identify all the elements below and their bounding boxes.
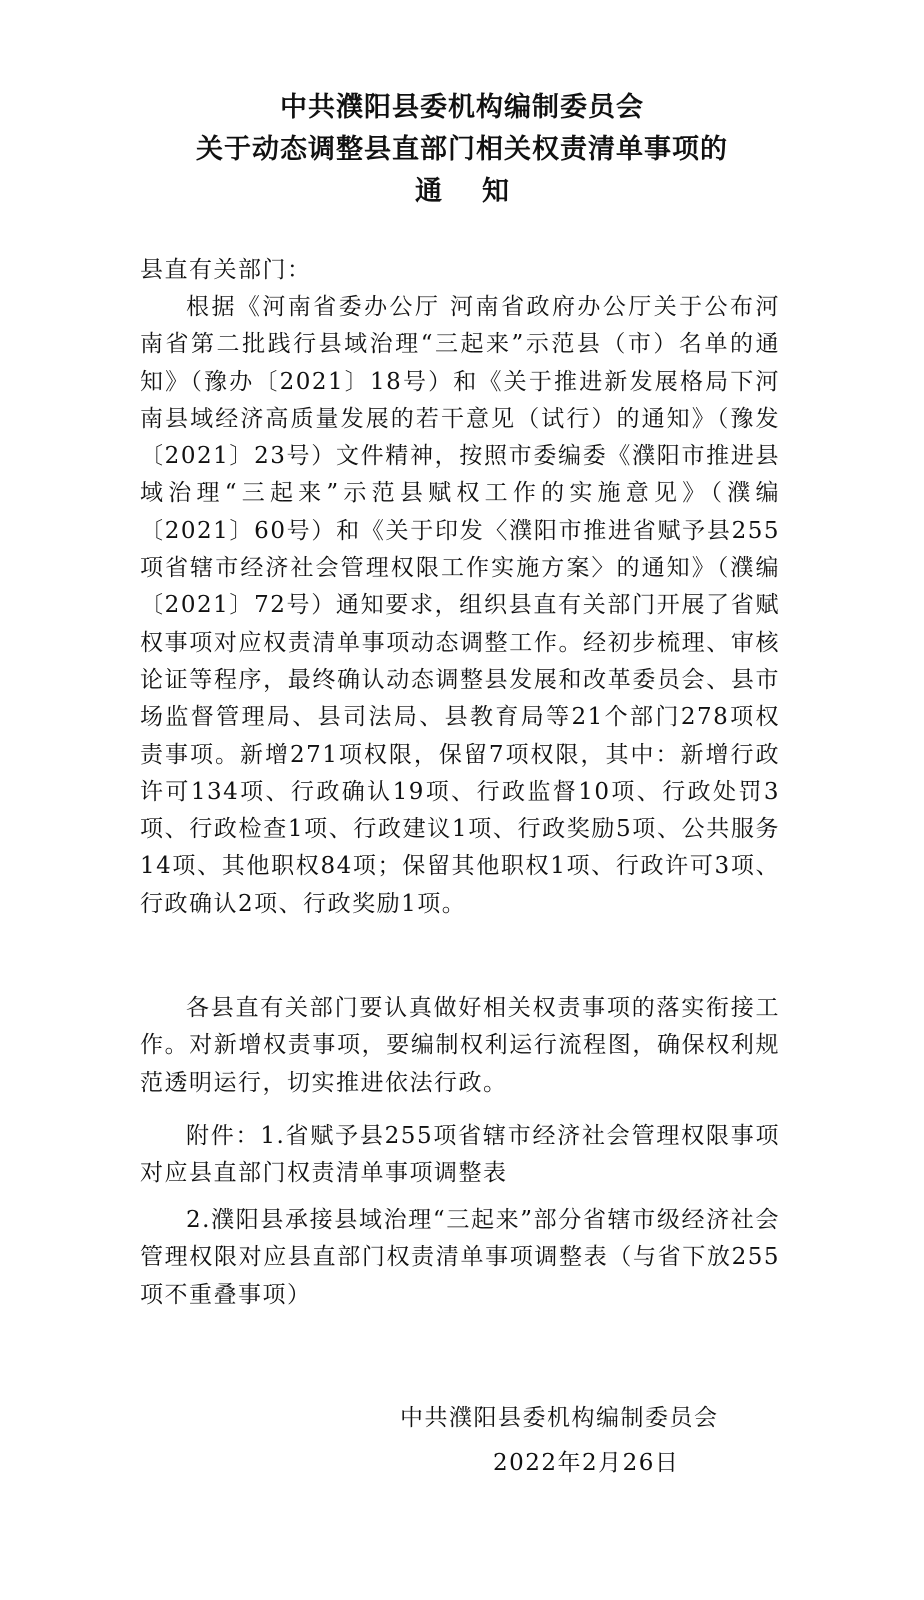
attachment-2: 2.濮阳县承接县域治理“三起来”部分省辖市级经济社会管理权限对应县直部门权责清单事项调整表（与省下放255项不重叠事项）: [140, 1207, 780, 1308]
title-line-2: 关于动态调整县直部门相关权责清单事项的: [196, 134, 728, 165]
signature-organization: 中共濮阳县委机构编制委员会: [400, 1405, 719, 1431]
title-line-3-char-1: 通: [415, 176, 442, 207]
body-paragraph-2: 各县直有关部门要认真做好相关权责事项的落实衔接工作。对新增权责事项，要编制权利运行流程图，确保权利规范透明运行，切实推进依法行政。: [140, 995, 780, 1096]
title-line-3-char-2: 知: [482, 176, 509, 207]
signature-date: 2022年2月26日: [493, 1450, 680, 1476]
salutation: 县直有关部门：: [140, 257, 312, 283]
title-line-3: [0, 172, 924, 212]
title-line-1: 中共濮阳县委机构编制委员会: [280, 92, 644, 123]
attachment-1: 附件：1.省赋予县255项省辖市经济社会管理权限事项对应县直部门权责清单事项调整表: [140, 1123, 780, 1187]
body-paragraph-1: 根据《河南省委办公厅 河南省政府办公厅关于公布河南省第二批践行县域治理“三起来”示范县（市）名单的通知》（豫办〔2021〕18号）和《关于推进新发展格局下河南县域经济高质量发展的若干意见（试行）的通知》（豫发〔2021〕23号）文件精神，按照市委编委《濮阳市推进县域治理“三起来”示范县赋权工作的实施意见》（濮编〔2021〕60号）和《关于印发〈濮阳市推进省赋予县255项省辖市经济社会管理权限工作实施方案〉的通知》（濮编〔2021〕72号）通知要求，组织县直有关部门开展了省赋权事项对应权责清单事项动态调整工作。经初步梳理、审核论证等程序，最终确认动态调整县发展和改革委员会、县市场监督管理局、县司法局、县教育局等21个部门278项权责事项。新增271项权限，保留7项权限，其中：新增行政许可134项、行政确认19项、行政监督10项、行政处罚3项、行政检查1项、行政建议1项、行政奖励5项、公共服务14项、其他职权84项；保留其他职权1项、行政许可3项、行政确认2项、行政奖励1项。: [140, 294, 780, 917]
